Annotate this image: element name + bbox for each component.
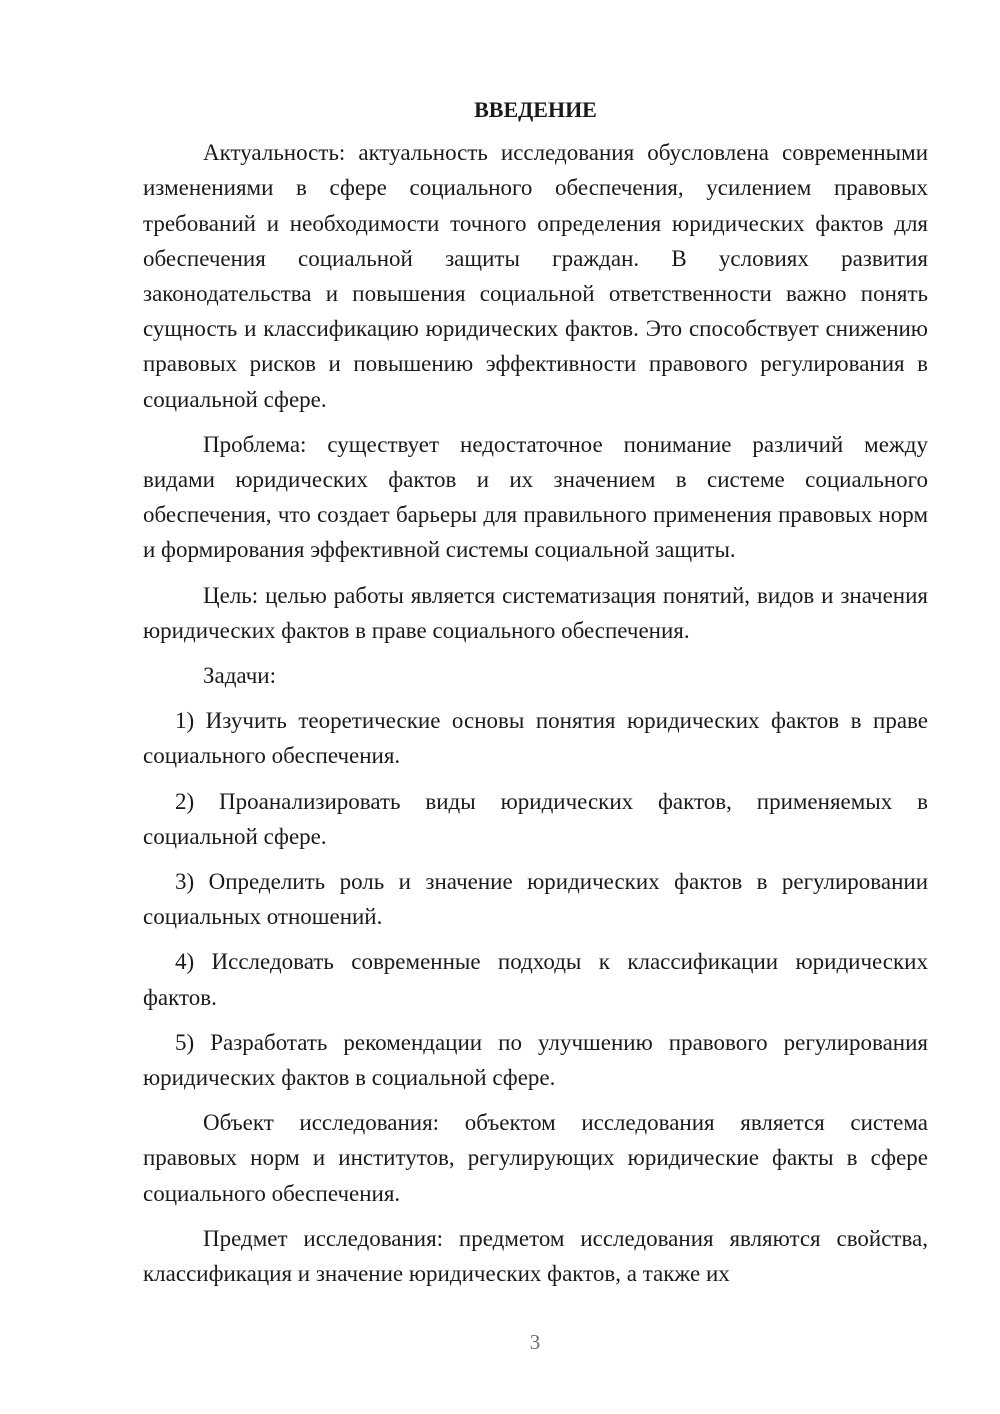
task-item-3: 3) Определить роль и значение юридических фактов в регулировании социальных отношений.	[143, 869, 928, 930]
paragraph-object: Объект исследования: объектом исследования является система правовых норм и институтов, регулирующих юридические факты в сфере социального обеспечения.	[143, 1110, 928, 1206]
page-number: 3	[529, 1330, 541, 1354]
paragraph-goal: Цель: целью работы является систематизация понятий, видов и значения юридических фактов в праве социального обеспечения.	[143, 582, 928, 643]
task-item-1: 1) Изучить теоретические основы понятия юридических фактов в праве социального обеспечения.	[143, 708, 928, 769]
task-item-4: 4) Исследовать современные подходы к классификации юридических фактов.	[143, 949, 928, 1010]
document-page	[143, 92, 928, 1301]
section-title: ВВЕДЕНИЕ	[474, 97, 597, 122]
task-item-5: 5) Разработать рекомендации по улучшению правового регулирования юридических фактов в социальной сфере.	[143, 1029, 928, 1091]
paragraph-relevance: Актуальность: актуальность исследования обусловлена современными изменениями в сфере социального обеспечения, усилением правовых требований и необходимости точного определения юридических фактов для обеспечения социальной защиты граждан. В условиях развития законодательства и повышения социальной ответственности важно понять сущность и классификацию юридических фактов. Это способствует снижению правовых рисков и повышению эффективности правового регулирования в социальной сфере.	[143, 140, 928, 412]
paragraph-problem: Проблема: существует недостаточное понимание различий между видами юридических фактов и их значением в системе социального обеспечения, что создает барьеры для правильного применения правовых норм и формирования эффективной системы социальной защиты.	[143, 431, 928, 563]
paragraph-tasks-heading: Задачи:	[203, 663, 276, 689]
paragraph-subject: Предмет исследования: предметом исследования являются свойства, классификация и значение юридических фактов, а также их	[143, 1225, 928, 1287]
task-item-2: 2) Проанализировать виды юридических фактов, применяемых в социальной сфере.	[143, 788, 928, 849]
